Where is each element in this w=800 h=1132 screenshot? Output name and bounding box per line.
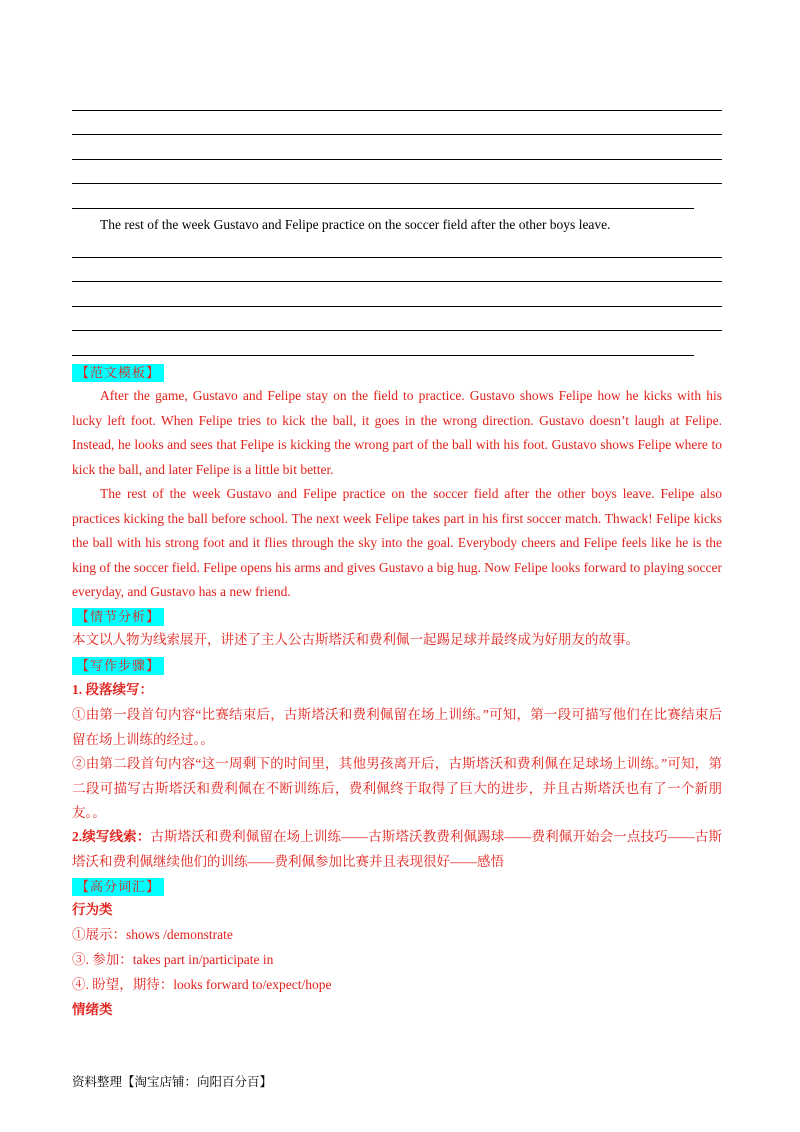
sample-paragraph-2: The rest of the week Gustavo and Felipe practice on the soccer field after the other boys leave. Felipe also practices kicking the ball before school. The next week Felipe takes part in his first soccer match. Thwack! Felipe kicks the ball with his strong foot and it flies through the sky into the goal. Everybody cheers and Felipe feels like he is the king of the soccer field. Felipe opens his arms and gives Gustavo a big hug. Now Felipe looks forward to playing soccer everyday, and Gustavo has a new friend.	[72, 486, 722, 599]
steps-item-1: ①由第一段首句内容“比赛结束后，古斯塔沃和费利佩留在场上训练。”可知，第一段可描写他们在比赛结束后留在场上训练的经过。。	[72, 707, 722, 747]
writing-line	[72, 257, 722, 258]
writing-line	[72, 281, 722, 282]
plot-text: 本文以人物为线索展开，讲述了主人公古斯塔沃和费利佩一起踢足球并最终成为好朋友的故事。	[72, 632, 639, 647]
steps-item-2: ②由第二段首句内容“这一周剩下的时间里，其他男孩离开后，古斯塔沃和费利佩在足球场上训练。”可知，第二段可描写古斯塔沃和费利佩在不断训练后，费利佩终于取得了巨大的进步，并且古斯塔沃也有了一个新朋友。。	[72, 756, 722, 820]
writing-line	[72, 330, 722, 331]
writing-line	[72, 159, 722, 160]
writing-line	[72, 306, 722, 307]
steps-tag: 【写作步骤】	[72, 657, 164, 675]
writing-line	[72, 134, 722, 135]
writing-line	[72, 110, 722, 111]
vocab-item: ③. 参加：takes part in/participate in	[72, 952, 274, 967]
plot-tag: 【情节分析】	[72, 608, 164, 626]
writing-line	[72, 355, 694, 356]
steps-heading-1: 1. 段落续写：	[72, 682, 153, 697]
writing-line	[72, 183, 722, 184]
steps-clue	[72, 825, 722, 874]
vocab-item: ④. 盼望，期待：looks forward to/expect/hope	[72, 977, 332, 992]
steps-heading-2: 2.续写线索：	[72, 829, 151, 844]
page-footer: 资料整理【淘宝店铺：向阳百分百】	[72, 1075, 273, 1089]
sample-paragraph-1: After the game, Gustavo and Felipe stay on the field to practice. Gustavo shows Felipe how he kicks with his lucky left foot. When Felipe tries to kick the ball, it goes in the wrong direction. Gustavo doesn’t laugh at Felipe. Instead, he looks and sees that Felipe is kicking the wrong part of the ball with his foot. Gustavo shows Felipe where to kick the ball, and later Felipe is a little bit better.	[72, 388, 722, 477]
paragraph-prompt: The rest of the week Gustavo and Felipe practice on the soccer field after the other boys leave.	[100, 217, 611, 232]
vocab-item: ①展示：shows /demonstrate	[72, 927, 233, 942]
vocab-category-emotion: 情绪类	[72, 1002, 113, 1017]
sample-essay	[72, 384, 722, 605]
writing-line	[72, 208, 694, 209]
sample-tag: 【范文模板】	[72, 364, 164, 382]
vocab-tag: 【高分词汇】	[72, 878, 164, 896]
vocab-category-behavior: 行为类	[72, 902, 113, 917]
steps-clue-text: 古斯塔沃和费利佩留在场上训练——古斯塔沃教费利佩踢球——费利佩开始会一点技巧——古斯塔沃和费利佩继续他们的训练——费利佩参加比赛并且表现很好——感悟	[72, 829, 723, 869]
